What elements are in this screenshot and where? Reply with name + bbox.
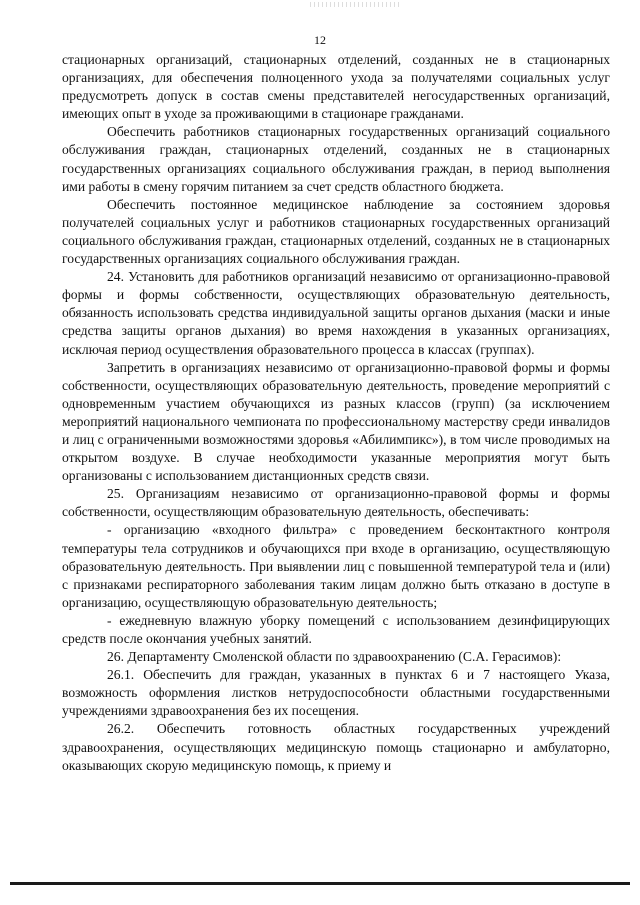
paragraph-7: - организацию «входного фильтра» с проведением бесконтактного контроля температуры тела сотрудников и обучающихся при входе в организацию, осуществляющую образовательную деятельность. При выявлении лиц с повышенной температурой тела и (или) с признаками респираторного заболевания таким лицам должно быть отказано в доступе в организацию, осуществляющую образовательную деятельность; xyxy=(62,522,610,610)
paragraph-9: 26. Департаменту Смоленской области по здравоохранению (С.А. Герасимов): xyxy=(107,649,562,665)
paragraph-5: Запретить в организациях независимо от организационно-правовой формы и формы собственности, осуществляющих образовательную деятельность, проведение мероприятий с одновременным участием обучающихся из разных классов (групп) (за исключением мероприятий национального чемпионата по профессиональному мастерству среди инвалидов и лиц с ограниченными возможностями здоровья «Абилимпикс»), в том числе проводимых на открытом воздухе. В случае необходимости указанные мероприятия могут быть организованы с использованием дистанционных средств связи. xyxy=(62,359,610,484)
paragraph-11: 26.2. Обеспечить готовность областных государственных учреждений здравоохранения, осуществляющих медицинскую помощь стационарно и амбулаторно, оказывающих скорую медицинскую помощь, к приему и xyxy=(62,721,610,773)
bottom-border-line xyxy=(10,882,630,885)
paragraph-1: стационарных организаций, стационарных отделений, созданных не в стационарных организациях, для обеспечения полноценного ухода за получателями социальных услуг предусмотреть допуск в состав смены представителей негосударственных организаций, имеющих опыт в уходе за проживающими в стационаре гражданами. xyxy=(62,52,610,122)
paragraph-6: 25. Организациям независимо от организационно-правовой формы и формы собственности, осуществляющим образовательную деятельность, обеспечивать: xyxy=(62,486,610,520)
page-number: 12 xyxy=(314,33,326,47)
document-body xyxy=(62,51,610,775)
paragraph-4: 24. Установить для работников организаций независимо от организационно-правовой формы и формы собственности, осуществляющих образовательную деятельность, обязанность использовать средства индивидуальной защиты органов дыхания (маски и иные средства защиты органов дыхания) во время нахождения в указанных организациях, исключая период осуществления образовательного процесса в классах (группах). xyxy=(62,269,610,357)
paragraph-3: Обеспечить постоянное медицинское наблюдение за состоянием здоровья получателей социальных услуг и работников стационарных государственных организаций социального обслуживания граждан, стационарных отделений, созданных не в стационарных государственных организациях социального обслуживания граждан. xyxy=(62,196,610,267)
paragraph-2: Обеспечить работников стационарных государственных организаций социального обслуживания граждан, стационарных отделений, созданных не в стационарных государственных организациях социального обслуживания граждан, в период выполнения ими работы в смену горячим питанием за счет средств областного бюджета. xyxy=(62,124,610,194)
scan-artifact xyxy=(310,2,400,7)
paragraph-8: - ежедневную влажную уборку помещений с использованием дезинфицирующих средств после окончания учебных занятий. xyxy=(62,612,610,646)
paragraph-10: 26.1. Обеспечить для граждан, указанных в пунктах 6 и 7 настоящего Указа, возможность оформления листков нетрудоспособности областными государственными учреждениями здравоохранения без их посещения. xyxy=(62,667,610,719)
